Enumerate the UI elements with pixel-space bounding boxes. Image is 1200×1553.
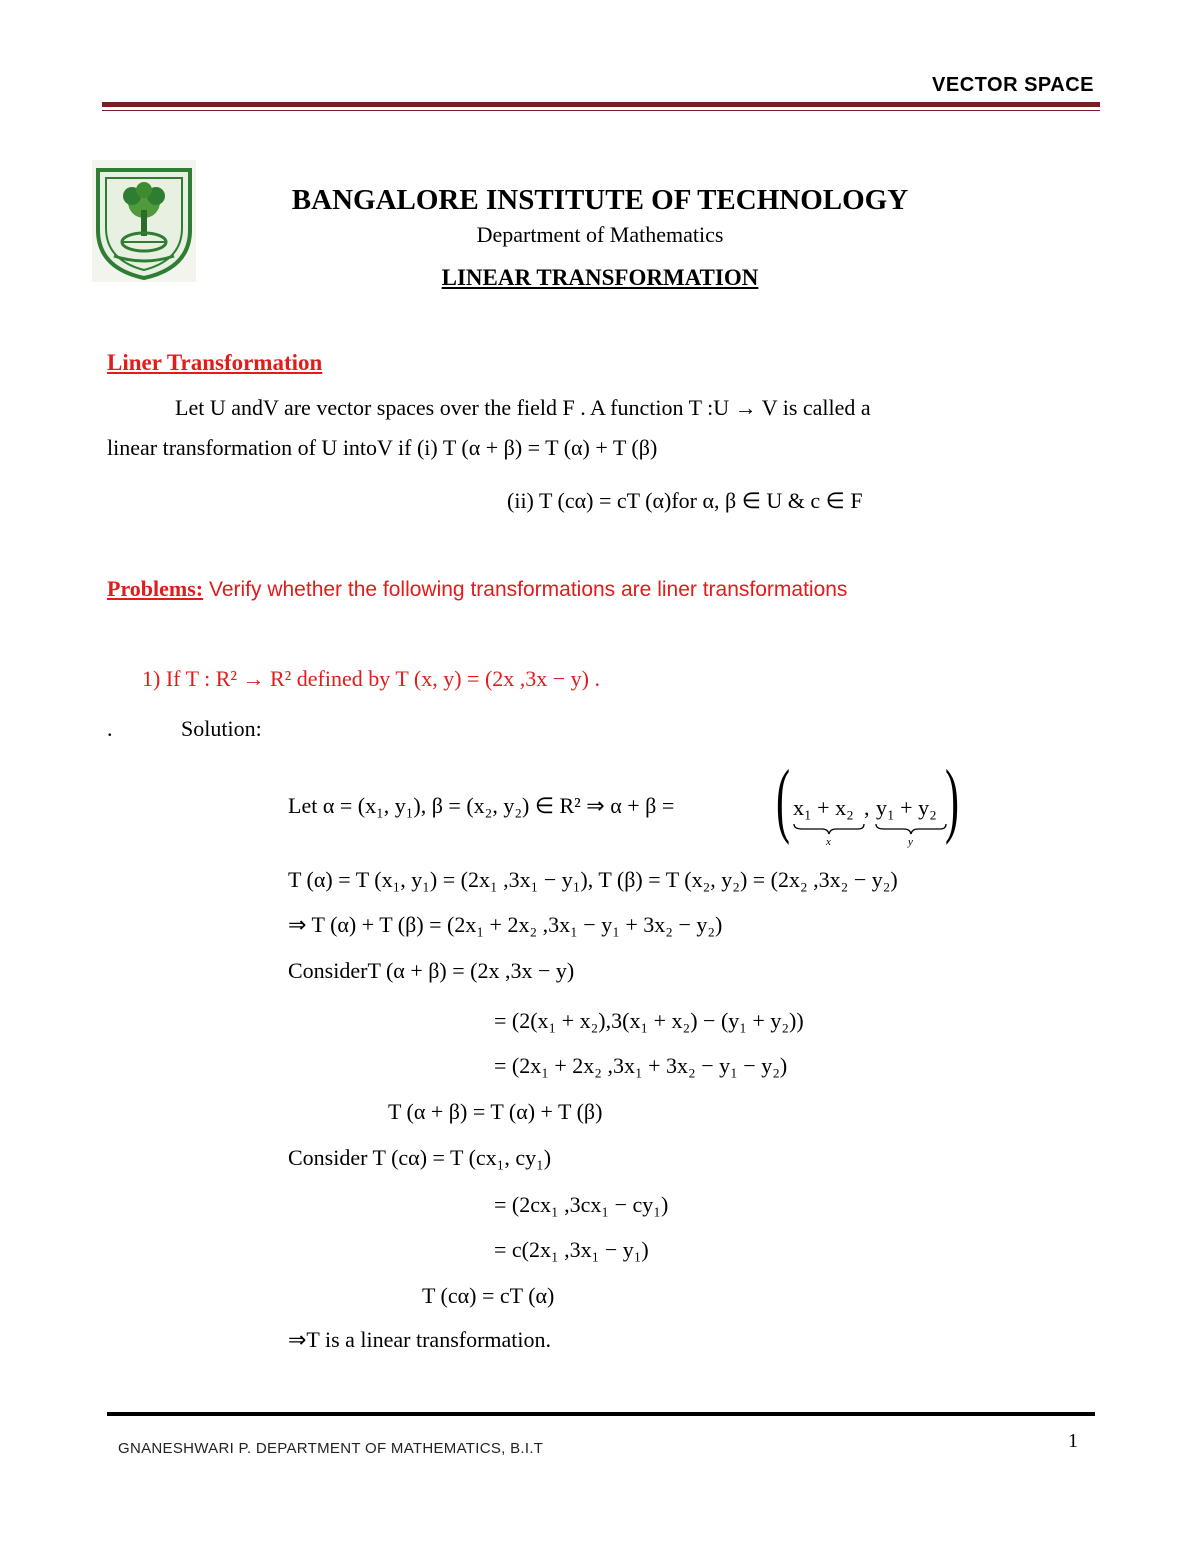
problem-1: 1) If T : R² → R² defined by T (x, y) = (2x ,3x − y) . bbox=[142, 666, 601, 691]
problems-instruction: Verify whether the following transformations are liner transformations bbox=[203, 578, 848, 601]
brace-x-label: x bbox=[826, 836, 831, 848]
problems-label: Problems: bbox=[107, 576, 204, 601]
footer-rule bbox=[107, 1412, 1095, 1416]
big-left-paren: ( bbox=[776, 753, 790, 846]
solution-step-3: ⇒ T (α) + T (β) = (2x₁ + 2x₂ ,3x₁ − y₁ + 3x₂ − y₂) bbox=[288, 912, 723, 937]
definition-line-3: (ii) T (cα) = cT (α)for α, β ∈ U & c ∈ F bbox=[507, 488, 863, 513]
big-right-paren: ) bbox=[945, 753, 959, 846]
brace-y-label: y bbox=[908, 836, 913, 848]
department-name: Department of Mathematics bbox=[476, 222, 724, 247]
solution-step-7: T (α + β) = T (α) + T (β) bbox=[388, 1099, 603, 1124]
solution-label: Solution: bbox=[181, 716, 262, 741]
definition-line-1: Let U andV are vector spaces over the field F . A function T :U → V is called a bbox=[175, 395, 871, 420]
solution-step-2: T (α) = T (x₁, y₁) = (2x₁ ,3x₁ − y₁), T (β) = T (x₂, y₂) = (2x₂ ,3x₂ − y₂) bbox=[288, 867, 898, 892]
institute-name: BANGALORE INSTITUTE OF TECHNOLOGY bbox=[291, 184, 909, 216]
footer-text: GNANESHWARI P. DEPARTMENT OF MATHEMATICS, B.I.T bbox=[118, 1440, 544, 1457]
section-heading: Liner Transformation bbox=[107, 350, 323, 375]
solution-step-4: ConsiderT (α + β) = (2x ,3x − y) bbox=[288, 958, 575, 983]
header-rule-thin bbox=[102, 110, 1100, 111]
solution-step-9: = (2cx₁ ,3cx₁ − cy₁) bbox=[494, 1192, 669, 1217]
solution-step-11: T (cα) = cT (α) bbox=[422, 1283, 555, 1308]
solution-bullet: . bbox=[107, 716, 113, 741]
definition-line-2: linear transformation of U intoV if (i) T (α + β) = T (α) + T (β) bbox=[107, 435, 658, 460]
problems-line bbox=[107, 576, 847, 602]
sum-y: y₁ + y₂ bbox=[876, 795, 937, 820]
document-title: LINEAR TRANSFORMATION bbox=[441, 265, 759, 290]
sum-x: x₁ + x₂ bbox=[793, 795, 854, 820]
solution-step-6: = (2x₁ + 2x₂ ,3x₁ + 3x₂ − y₁ − y₂) bbox=[494, 1053, 788, 1078]
solution-step-5: = (2(x₁ + x₂),3(x₁ + x₂) − (y₁ + y₂)) bbox=[494, 1008, 804, 1033]
sum-sep: , bbox=[864, 795, 870, 820]
institute-seal-icon bbox=[92, 160, 196, 282]
solution-step-1: Let α = (x₁, y₁), β = (x₂, y₂) ∈ R² ⇒ α + β = bbox=[288, 793, 675, 818]
underbrace-icons bbox=[792, 822, 952, 838]
solution-step-8: Consider T (cα) = T (cx₁, cy₁) bbox=[288, 1145, 552, 1170]
running-header: VECTOR SPACE bbox=[932, 74, 1094, 96]
page-number: 1 bbox=[1068, 1430, 1078, 1452]
solution-conclusion: ⇒T is a linear transformation. bbox=[288, 1327, 552, 1352]
solution-step-10: = c(2x₁ ,3x₁ − y₁) bbox=[494, 1237, 649, 1262]
header-rule-thick bbox=[102, 102, 1100, 107]
